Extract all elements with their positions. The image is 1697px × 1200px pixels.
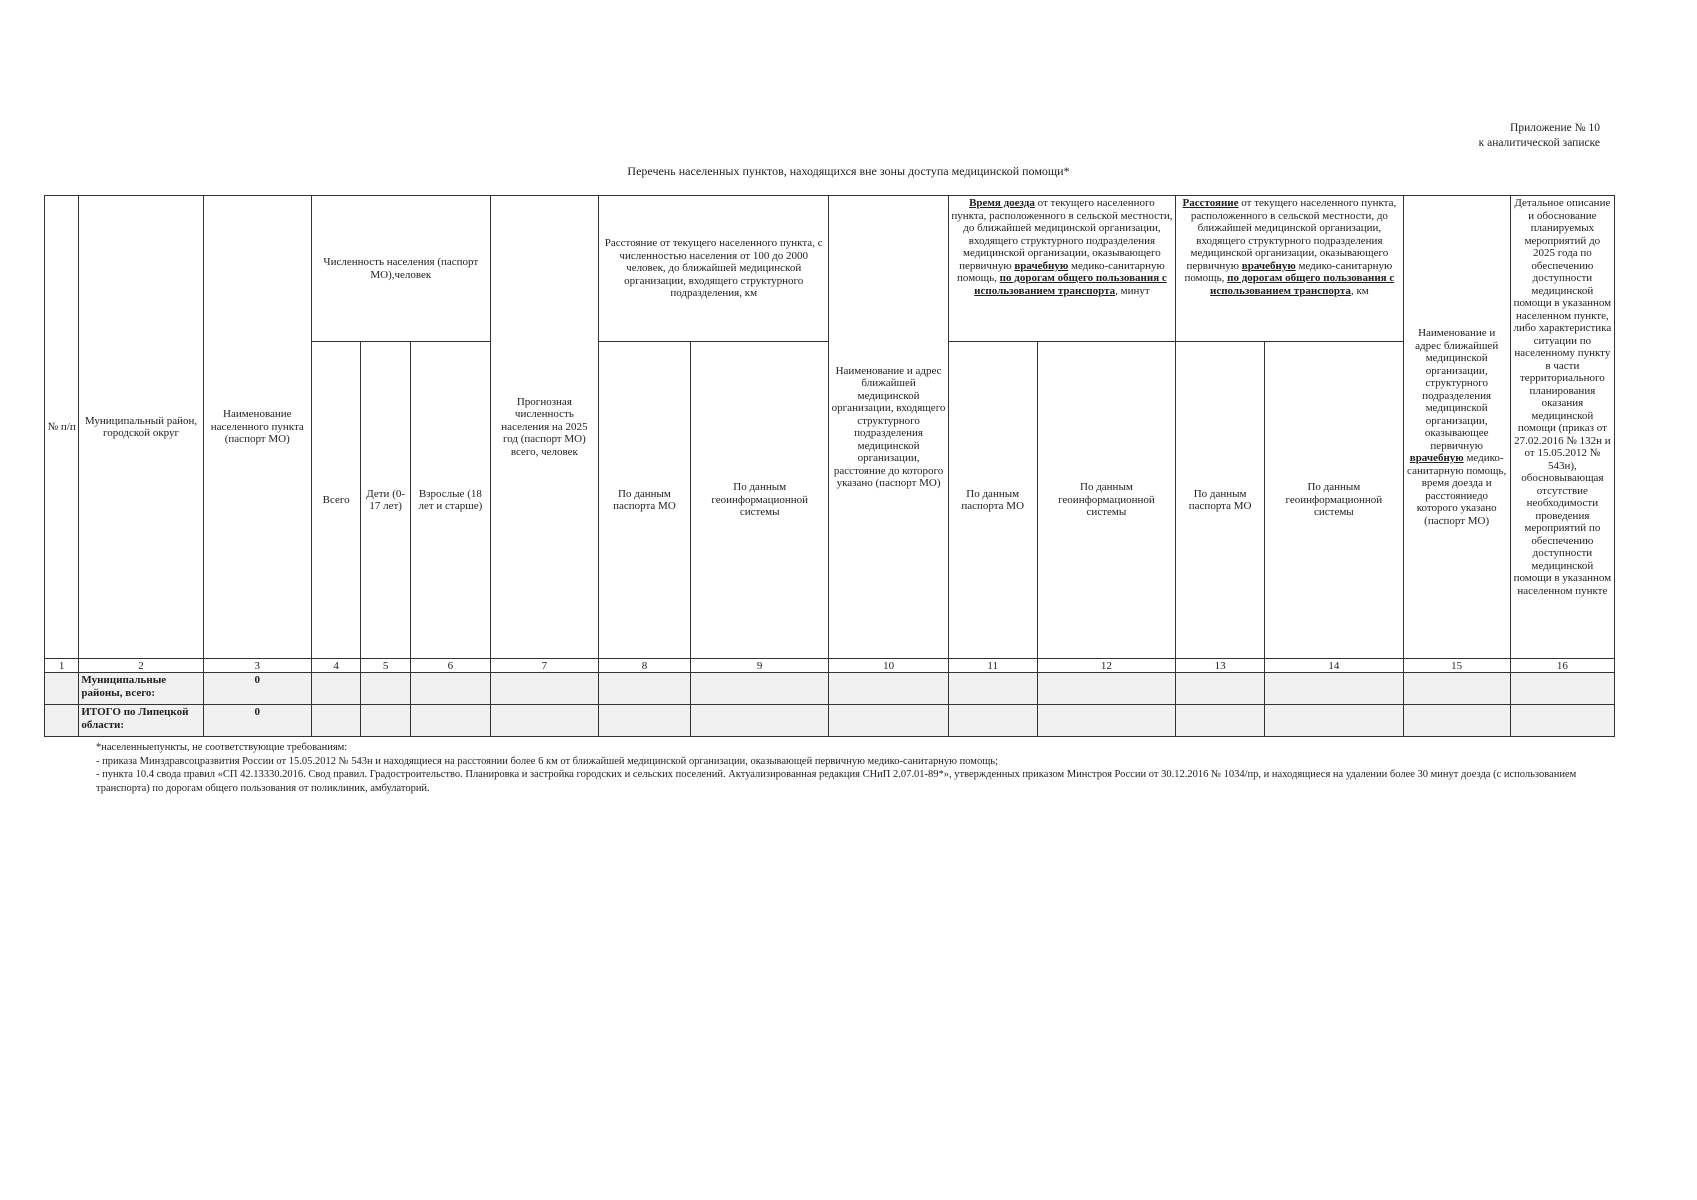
settlements-table — [44, 195, 1615, 737]
header-road-distance-bold2: врачебную — [1241, 259, 1296, 272]
header-distance-gis: По данным геоинформационной системы — [690, 342, 828, 659]
column-number: 15 — [1403, 659, 1510, 673]
header-road-distance-text1: от текущего населенного пункта, расположенного в сельской местности, до ближайшей медицинской организации, входящего структурного подразделения медицинской организации, оказывающего первичную — [1186, 197, 1397, 272]
header-travel-time-bold3: по дорогам общего пользования с использованием транспорта — [974, 272, 1167, 297]
table-row — [45, 705, 1615, 737]
header-road-distance-bold: Расстояние — [1182, 197, 1239, 209]
table-row — [45, 673, 1615, 705]
header-travel-time-bold2: врачебную — [1014, 259, 1069, 272]
header-row-top — [45, 196, 1615, 342]
header-travel-time-bold: Время доезда — [969, 197, 1035, 209]
column-number: 3 — [203, 659, 311, 673]
header-time-passport: По данным паспорта МО — [948, 342, 1037, 659]
header-road-distance-bold3: по дорогам общего пользования с использованием транспорта — [1209, 272, 1395, 297]
footnote-item: - пункта 10.4 свода правил «СП 42.13330.2016. Свод правил. Градостроительство. Планировка и застройка городских и сельских поселений. Актуализированная редакция СНиП 2.07.01-89*», утвержденных приказом Минстроя России от 30.12.2016 № 1034/пр, и находящиеся на удалении более 30 минут доезда (с использованием транспорта) по дорогам общего пользования от поликлиник, амбулаторий. — [96, 769, 1577, 794]
column-number: 11 — [948, 659, 1037, 673]
column-number: 4 — [311, 659, 361, 673]
header-population-adults: Взрослые (18 лет и старше) — [410, 342, 490, 659]
header-population-group: Численность населения (паспорт МО),человек — [311, 196, 490, 342]
column-numbers-row — [45, 659, 1615, 673]
appendix-number: Приложение № 10 — [1510, 122, 1600, 134]
header-road-distance-passport: По данным паспорта МО — [1176, 342, 1265, 659]
header-travel-time-text2: медико-санитарную помощь, — [957, 259, 1165, 284]
row-value-total: 0 — [203, 705, 311, 737]
column-number: 7 — [490, 659, 598, 673]
footnote-item: - приказа Минздравсоцразвития России от 15.05.2012 № 543н и находящиеся на расстоянии более 6 км от ближайшей медицинской организации, оказывающей первичную медико-санитарную помощь; — [96, 755, 998, 767]
column-number: 6 — [410, 659, 490, 673]
header-travel-time-text3: , минут — [1115, 284, 1150, 297]
row-label-districts: Муниципальные районы, всего: — [79, 673, 203, 705]
header-population-children: Дети (0-17 лет) — [361, 342, 411, 659]
column-number: 10 — [829, 659, 948, 673]
header-time-gis: По данным геоинформационной системы — [1037, 342, 1176, 659]
appendix-subtitle: к аналитической записке — [1478, 137, 1600, 149]
column-number: 8 — [598, 659, 690, 673]
column-number: 12 — [1037, 659, 1176, 673]
header-primary-care-text2: медико-санитарную помощь, время доезда и расстояниедо которого указано (паспорт МО) — [1407, 452, 1507, 527]
row-label-total: ИТОГО по Липецкой области: — [79, 705, 203, 737]
header-road-distance-group — [1176, 196, 1403, 342]
header-number: № п/п — [45, 196, 79, 659]
header-district: Муниципальный район, городской округ — [79, 196, 203, 659]
column-number: 1 — [45, 659, 79, 673]
header-forecast: Прогнозная численность населения на 2025 год (паспорт МО) всего, человек — [490, 196, 598, 659]
header-primary-care-bold: врачебную — [1409, 452, 1464, 464]
column-number: 13 — [1176, 659, 1265, 673]
column-number: 14 — [1265, 659, 1403, 673]
header-primary-care-org — [1403, 196, 1510, 659]
header-road-distance-gis: По данным геоинформационной системы — [1265, 342, 1403, 659]
column-number: 16 — [1510, 659, 1614, 673]
header-distance-group: Расстояние от текущего населенного пункта, с численностью населения от 100 до 2000 человек, до ближайшей медицинской организации, входящего структурного подразделения, км — [598, 196, 828, 342]
header-road-distance-text3: , км — [1350, 284, 1369, 297]
header-primary-care-text1: Наименование и адрес ближайшей медицинской организации, структурного подразделения медицинской организации, оказывающее первичную — [1415, 327, 1499, 452]
appendix-reference — [1479, 121, 1600, 151]
header-road-distance-text2: медико-санитарную помощь, — [1184, 259, 1393, 284]
column-number: 9 — [690, 659, 828, 673]
column-number: 2 — [79, 659, 203, 673]
header-settlement: Наименование населенного пункта (паспорт МО) — [203, 196, 311, 659]
header-population-total: Всего — [311, 342, 361, 659]
row-value-districts: 0 — [203, 673, 311, 705]
header-travel-time-text1: от текущего населенного пункта, расположенного в сельской местности, до ближайшей медицинской организации, входящего структурного подразделения медицинской организации, оказывающего первичную — [951, 197, 1173, 272]
footnote-intro: *населенныепункты, не соответствующие требованиям: — [96, 742, 348, 753]
header-distance-passport: По данным паспорта МО — [598, 342, 690, 659]
header-nearest-org: Наименование и адрес ближайшей медицинской организации, входящего структурного подразделения медицинской организации, расстояние до которого указано (паспорт МО) — [829, 196, 948, 659]
header-measures-description: Детальное описание и обоснование планируемых мероприятий до 2025 года по обеспечению доступности медицинской помощи в указанном населенном пункте, либо характеристика ситуации по населенному пункту в части территориального планирования оказания медицинской помощи (приказ от 27.02.2016 № 132н и от 15.05.2012 № 543н), обосновывающая отсутствие необходимости проведения мероприятий по обеспечению доступности медицинской помощи в указанном населенном пункте — [1510, 196, 1614, 659]
header-travel-time-group — [948, 196, 1175, 342]
footnotes — [96, 741, 1616, 795]
column-number: 5 — [361, 659, 411, 673]
document-title: Перечень населенных пунктов, находящихся вне зоны доступа медицинской помощи* — [627, 164, 1070, 178]
